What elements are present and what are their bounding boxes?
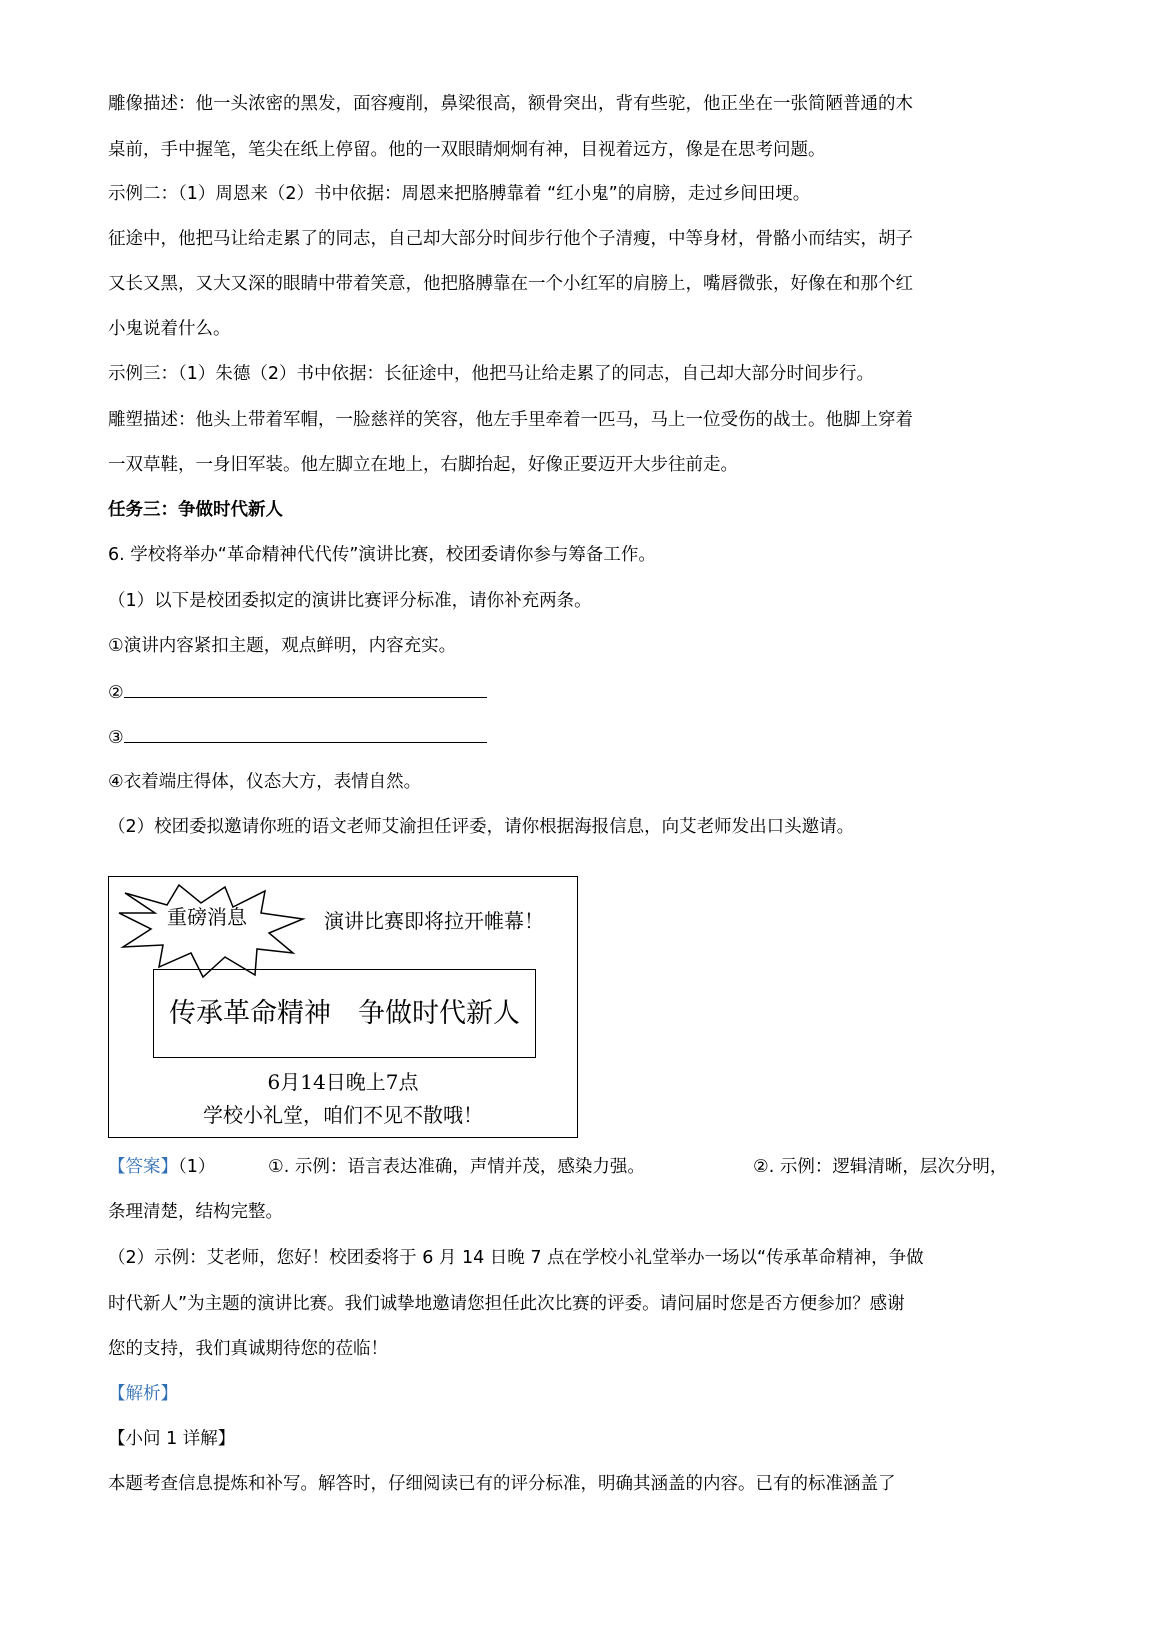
- criterion-3-number: ③: [108, 728, 124, 748]
- question-6-part-1: （1）以下是校团委拟定的演讲比赛评分标准，请你补充两条。: [108, 591, 592, 611]
- criterion-2-blank[interactable]: [124, 679, 487, 698]
- criterion-2-number: ②: [108, 683, 124, 703]
- answer-part1-a: ①. 示例：语言表达准确，声情并茂，感染力强。: [268, 1157, 645, 1177]
- poster-headline: 演讲比赛即将拉开帷幕！: [324, 909, 544, 933]
- poster-slogan: 传承革命精神 争做时代新人: [169, 998, 520, 1029]
- answer-label: 【答案】: [108, 1157, 178, 1177]
- section-heading: 任务三：争做时代新人: [108, 500, 283, 520]
- text-line: 一双草鞋，一身旧军装。他左脚立在地上，右脚抬起，好像正要迈开大步往前走。: [108, 455, 738, 475]
- answer-line-1: [108, 1155, 215, 1179]
- answer-part1-b: ②. 示例：逻辑清晰，层次分明，: [753, 1157, 1008, 1177]
- poster-time: 6月14日晚上7点: [267, 1070, 419, 1094]
- analysis-sub-label: 【小问 1 详解】: [108, 1429, 236, 1449]
- text-line: 雕像描述：他一头浓密的黑发，面容瘦削，鼻梁很高，额骨突出，背有些驼，他正坐在一张简陋普通的木: [108, 94, 913, 114]
- criterion-3: [108, 724, 487, 750]
- text-line: 小鬼说着什么。: [108, 319, 231, 339]
- criterion-3-blank[interactable]: [124, 724, 487, 743]
- text-line: 示例二：（1）周恩来（2）书中依据：周恩来把胳膊靠着 “红小鬼”的肩膀，走过乡间田埂。: [108, 184, 811, 204]
- text-line: 桌前，手中握笔，笔尖在纸上停留。他的一双眼睛炯炯有神，目视着远方，像是在思考问题。: [108, 140, 826, 160]
- text-line: 示例三：（1）朱德（2）书中依据：长征途中，他把马让给走累了的同志，自己却大部分时间步行。: [108, 364, 875, 384]
- text-line: 又长又黑，又大又深的眼睛中带着笑意，他把胳膊靠在一个小红军的肩膀上，嘴唇微张，好像在和那个红: [108, 274, 913, 294]
- question-6-part-2: （2）校团委拟邀请你班的语文老师艾渝担任评委，请你根据海报信息，向艾老师发出口头邀请。: [108, 817, 855, 837]
- text-line: 征途中，他把马让给走累了的同志，自己却大部分时间步行他个子清瘦，中等身材，骨骼小而结实，胡子: [108, 229, 913, 249]
- text-line: 雕塑描述：他头上带着军帽，一脸慈祥的笑容，他左手里牵着一匹马，马上一位受伤的战士。他脚上穿着: [108, 410, 913, 430]
- poster-slogan-box: [153, 969, 536, 1058]
- question-6: 6. 学校将举办“革命精神代代传”演讲比赛，校团委请你参与筹备工作。: [108, 545, 656, 565]
- answer-part2-line: 您的支持，我们真诚期待您的莅临！: [108, 1339, 388, 1359]
- answer-part1-continued: 条理清楚，结构完整。: [108, 1202, 283, 1222]
- answer-part1-prefix: （1）: [178, 1157, 216, 1177]
- criterion-2: [108, 679, 487, 705]
- starburst-icon: [117, 883, 307, 981]
- criterion-1: ①演讲内容紧扣主题，观点鲜明，内容充实。: [108, 636, 457, 656]
- event-poster: [108, 876, 578, 1138]
- criterion-4: ④衣着端庄得体，仪态大方，表情自然。: [108, 772, 422, 792]
- analysis-text: 本题考查信息提炼和补写。解答时，仔细阅读已有的评分标准，明确其涵盖的内容。已有的标准涵盖了: [108, 1474, 896, 1494]
- poster-place: 学校小礼堂，咱们不见不散哦！: [203, 1103, 483, 1127]
- answer-part2-line: （2）示例：艾老师，您好！校团委将于 6 月 14 日晚 7 点在学校小礼堂举办一场以“传承革命精神，争做: [108, 1248, 924, 1268]
- answer-part2-line: 时代新人”为主题的演讲比赛。我们诚挚地邀请您担任此次比赛的评委。请问届时您是否方便参加？感谢: [108, 1294, 905, 1314]
- analysis-label: 【解析】: [108, 1384, 178, 1404]
- burst-label: 重磅消息: [167, 905, 247, 929]
